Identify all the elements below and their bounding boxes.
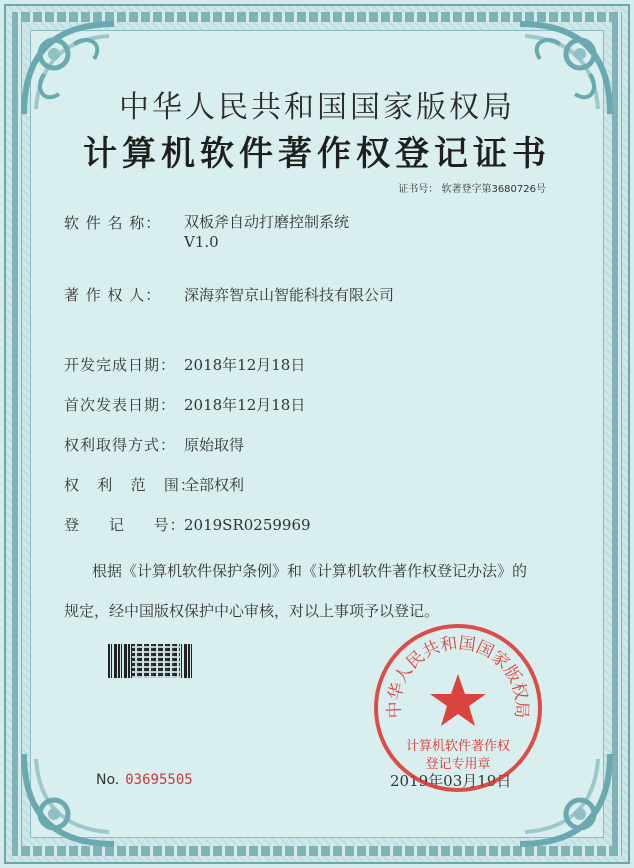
certificate-number: 证书号： 软著登字第3680726号 [398,184,546,195]
field-label: 开发完成日期： [64,356,177,374]
field-acquisition-method [64,434,244,455]
scope-value: 全部权利 [184,476,245,494]
first-publish-date-value: 2018年12月18日 [184,396,306,414]
field-value [184,212,349,252]
seal-center-line-1: 计算机软件著作权 [405,739,511,754]
field-scope [64,474,244,495]
field-software-name [64,212,349,252]
field-owner [64,284,394,305]
field-label: 权 利 范 围： [64,476,196,494]
registration-no-value: 2019SR0259969 [184,516,311,534]
field-registration-no [64,514,311,535]
field-label: 软 件 名 称： [64,214,162,232]
issuer-title: 中华人民共和国国家版权局 [119,90,515,125]
field-label: 著 作 权 人： [64,286,162,304]
field-first-publish-date [64,394,305,415]
field-completion-date [64,354,305,375]
issue-date: 2019年03月19日 [390,772,512,790]
qr-code-icon [132,644,180,678]
serial-number-label: No. [96,772,120,788]
software-version-value: V1.0 [184,233,219,251]
field-label: 权利取得方式： [64,436,177,454]
statement-line-2: 规定，经中国版权保护中心审核，对以上事项予以登记。 [64,602,440,620]
corner-ornament-icon [14,744,134,854]
official-seal-icon [372,622,544,794]
serial-number-value: 03695505 [125,772,193,788]
owner-value: 深海弈智京山智能科技有限公司 [184,286,395,304]
field-label: 登 记 号： [64,516,186,534]
serial-number [96,772,193,788]
certificate-title: 计算机软件著作权登记证书 [83,134,551,174]
completion-date-value: 2018年12月18日 [184,356,306,374]
statement-line-1: 根据《计算机软件保护条例》和《计算机软件著作权登记办法》的 [92,562,528,580]
field-label: 首次发表日期： [64,396,177,414]
acquisition-method-value: 原始取得 [184,436,245,454]
seal-center-line-2: 登记专用章 [425,757,491,772]
software-name-value: 双板斧自动打磨控制系统 [184,213,350,231]
seal-ring-text: 中华人民共和国国家版权局 [384,633,532,719]
